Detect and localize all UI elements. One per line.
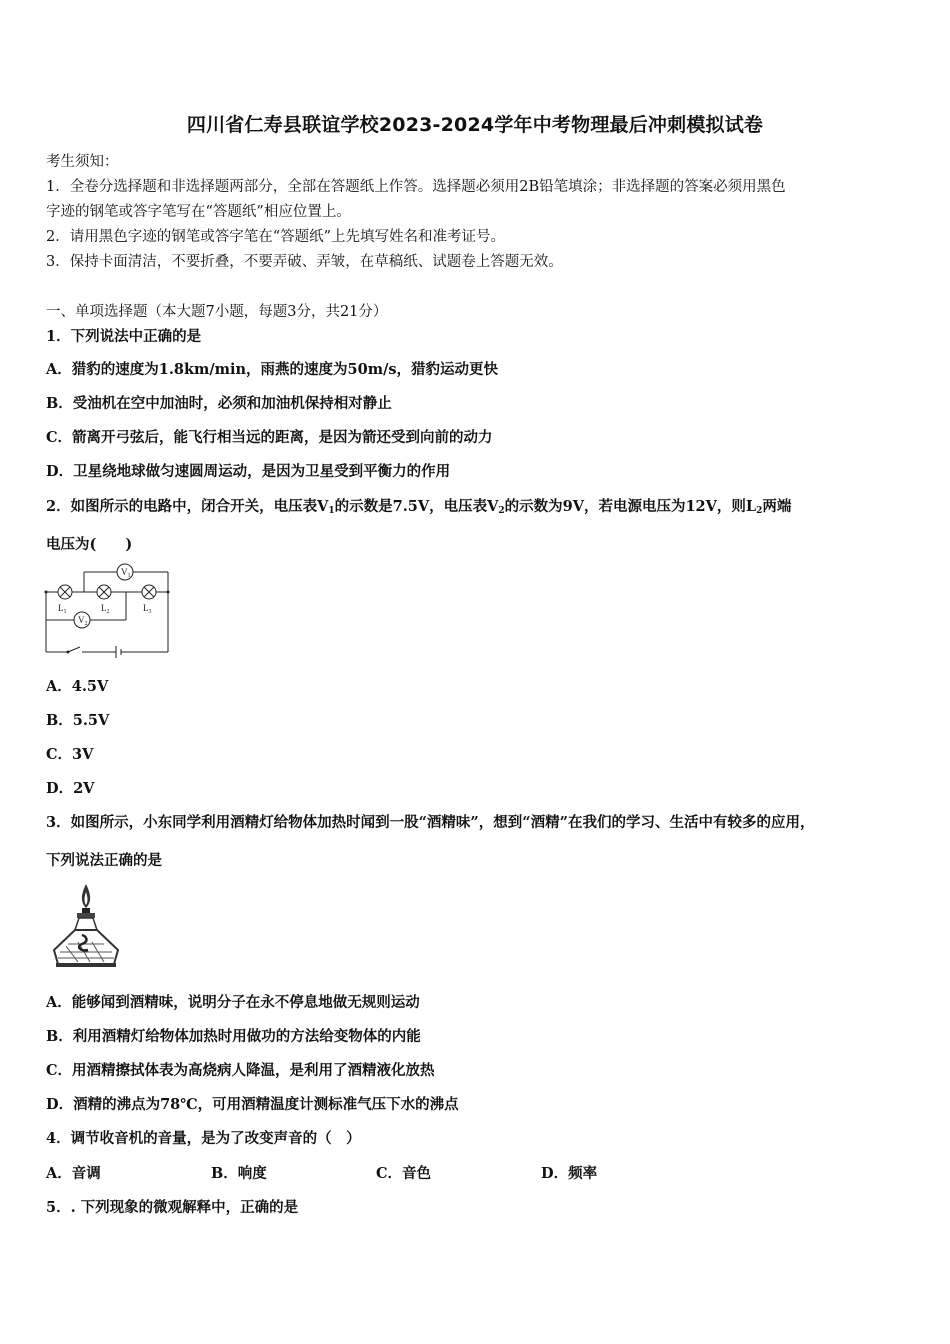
notice-item: 3．保持卡面清洁，不要折叠，不要弄破、弄皱，在草稿纸、试题卷上答题无效。: [46, 254, 563, 270]
q4-option-c: C．音色: [376, 1165, 432, 1182]
question-2-stem-cont: 电压为( ): [46, 536, 133, 553]
voltmeter-label-v1: $V_1$: [121, 567, 131, 579]
q1-option-b: B．受油机在空中加油时，必须和加油机保持相对静止: [46, 395, 392, 412]
q2-option-b: B．5.5V: [46, 712, 110, 729]
page-title: 四川省仁寿县联谊学校2023-2024学年中考物理最后冲刺模拟试卷: [186, 114, 764, 136]
notice-heading: 考生须知：: [46, 154, 119, 170]
q3-option-d: D．酒精的沸点为78℃，可用酒精温度计测标准气压下水的沸点: [46, 1096, 459, 1113]
q1-option-a: A．猎豹的速度为1.8km/min，雨燕的速度为50m/s，猎豹运动更快: [46, 361, 499, 378]
question-1-stem: 1．下列说法中正确的是: [46, 328, 202, 345]
q2-option-d: D．2V: [46, 780, 95, 797]
q2-option-c: C．3V: [46, 746, 94, 763]
notice-item: 1．全卷分选择题和非选择题两部分，全部在答题纸上作答。选择题必须用2B铅笔填涂；非选择题的答案必须用黑色: [46, 179, 786, 195]
voltmeter-label-v2: $V_2$: [78, 615, 88, 627]
q1-option-c: C．箭离开弓弦后，能飞行相当远的距离，是因为箭还受到向前的动力: [46, 429, 493, 446]
question-2-stem: 2．如图所示的电路中，闭合开关，电压表$V_1$的示数是7.5V，电压表$V_2$的示数为9V，若电源电压为12V，则$L_2$两端: [46, 498, 792, 516]
q4-option-a: A．音调: [46, 1165, 101, 1182]
circuit-diagram: [44, 562, 174, 660]
question-3-stem-cont: 下列说法正确的是: [46, 852, 162, 869]
notice-item: 2．请用黑色字迹的钢笔或答字笔在“答题纸”上先填写姓名和准考证号。: [46, 229, 506, 245]
question-3-stem: 3．如图所示，小东同学利用酒精灯给物体加热时闻到一股“酒精味”，想到“酒精”在我们的学习、生活中有较多的应用，: [46, 814, 815, 831]
lamp-label-l2: $L_2$: [101, 603, 110, 615]
q3-option-c: C．用酒精擦拭体表为高烧病人降温，是利用了酒精液化放热: [46, 1062, 435, 1079]
lamp-label-l3: $L_3$: [143, 603, 152, 615]
question-5-stem: 5．. 下列现象的微观解释中，正确的是: [46, 1199, 299, 1216]
q2-option-a: A．4.5V: [46, 678, 109, 695]
section-heading: 一、单项选择题（本大题7小题，每题3分，共21分）: [46, 304, 388, 320]
notice-item: 字迹的钢笔或答字笔写在“答题纸”相应位置上。: [46, 204, 351, 220]
q3-option-b: B．利用酒精灯给物体加热时用做功的方法给变物体的内能: [46, 1028, 421, 1045]
question-4-stem: 4．调节收音机的音量，是为了改变声音的（ ）: [46, 1130, 361, 1147]
q1-option-d: D．卫星绕地球做匀速圆周运动，是因为卫星受到平衡力的作用: [46, 463, 451, 480]
q4-option-d: D．频率: [541, 1165, 598, 1182]
alcohol-lamp-illustration: [48, 880, 124, 970]
q4-option-b: B．响度: [211, 1165, 267, 1182]
q4-options: [46, 1164, 706, 1184]
lamp-label-l1: $L_1$: [58, 603, 67, 615]
q3-option-a: A．能够闻到酒精味，说明分子在永不停息地做无规则运动: [46, 994, 420, 1011]
